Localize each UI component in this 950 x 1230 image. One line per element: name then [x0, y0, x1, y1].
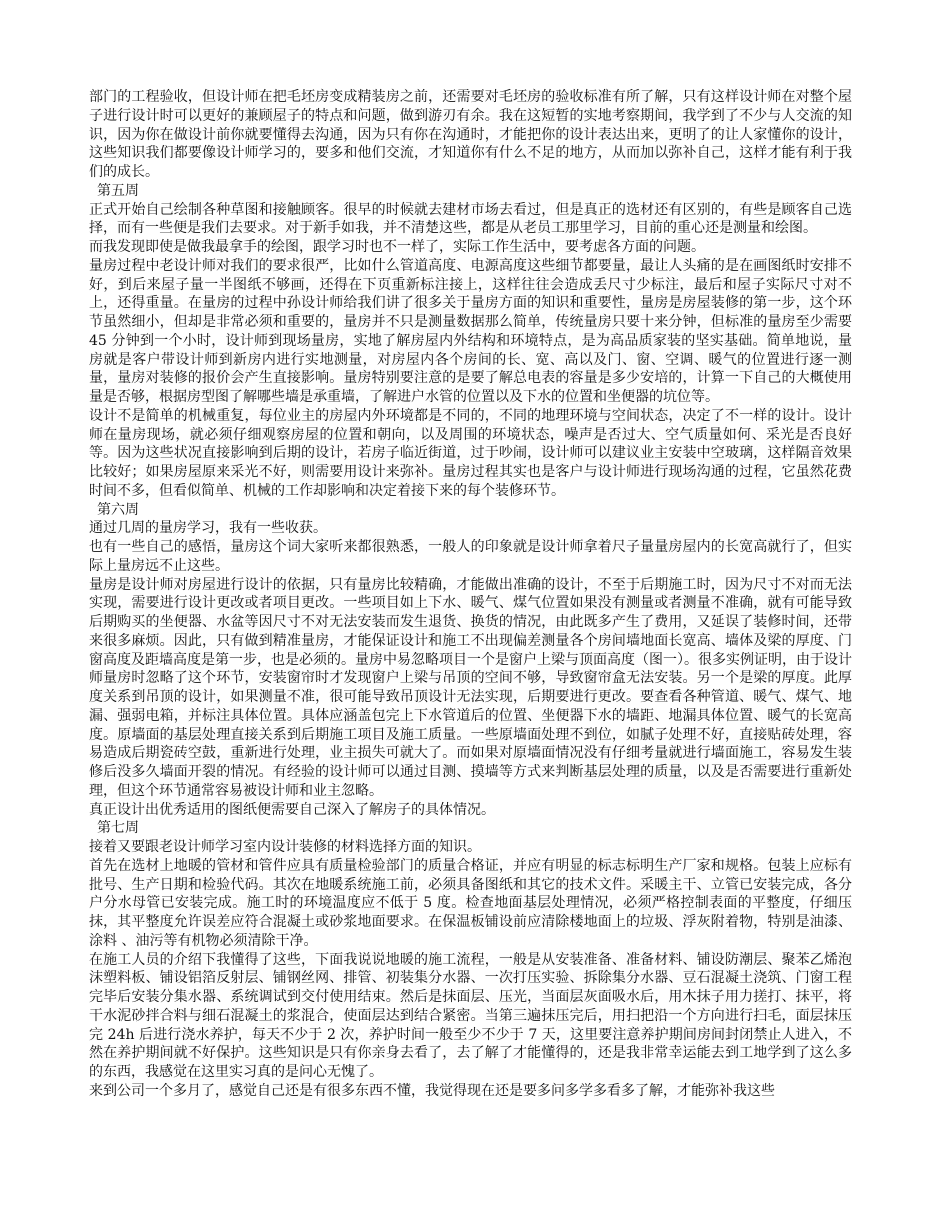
paragraph: 来到公司一个多月了，感觉自己还是有很多东西不懂，我觉得现在还是要多问多学多看多了解，才能弥补我这些: [89, 1082, 775, 1099]
section-heading-week-5: 第五周: [97, 182, 139, 199]
paragraph: 而我发现即使是做我最拿手的绘图，跟学习时也不一样了，实际工作生活中，要考虑各方面的问题。: [89, 239, 705, 255]
paragraph: 量房过程中老设计师对我们的要求很严，比如什么管道高度、电源高度这些细节都要量，最让人头痛的是在画图纸时安排不好，到后来屋子量一半图纸不够画，还得在下页重新标注接上，这样往往会造成丢尺寸少标注，最后和屋子实际尺寸对不上，还得重量。在量房的过程中孙设计师给我们讲了很多关于量房方面的知识和重要性，量房是房屋装修的第一步，这个环节虽然细小，但却是非常必须和重要的，量房并不只是测量数据那么简单，传统量房只要十来分钟，但标准的量房至少需要 45 分钟到一个小时，设计师到现场量房，实地了解房屋内外结构和环境特点，是为高品质家装的坚实基础。简单地说，量房就是客户带设计师到新房内进行实地测量，对房屋内各个房间的长、宽、高以及门、窗、空调、暖气的位置进行逐一测量，量房对装修的报价会产生直接影响。量房特别要注意的是要了解总电表的容量是多少安培的，计算一下自己的大概使用量是否够，根据房型图了解哪些墙是承重墙，了解进户水管的位置以及下水的位置和坐便器的坑位等。: [89, 257, 852, 405]
paragraph: 接着又要跟老设计师学习室内设计装修的材料选择方面的知识。: [89, 839, 481, 855]
paragraph: 设计不是简单的机械重复，每位业主的房屋内外环境都是不同的，不同的地理环境与空间状态，决定了不一样的设计。设计师在量房现场，就必须仔细观察房屋的位置和朝向，以及周围的环境状态，噪声是否过大、空气质量如何、采光是否良好等。因为这些状况直接影响到后期的设计，若房子临近街道，过于吵闹，设计师可以建议业主安装中空玻璃，这样隔音效果比较好；如果房屋原来采光不好，则需要用设计来弥补。量房过程其实也是客户与设计师进行现场沟通的过程，它虽然花费时间不多，但看似简单、机械的工作却影响和决定着接下来的每个装修环节。: [89, 407, 852, 499]
paragraph: 量房是设计师对房屋进行设计的依据，只有量房比较精确，才能做出准确的设计，不至于后期施工时，因为尺寸不对而无法实现，需要进行设计更改或者项目更改。一些项目如上下水、暖气、煤气位置如果没有测量或者测量不准确，就有可能导致后期购买的坐便器、水盆等因尺寸不对无法安装而发生退货、换货的情况，由此既多产生了费用，又延误了装修时间，还带来很多麻烦。因此，只有做到精准量房，才能保证设计和施工不出现偏差测量各个房间墙地面长宽高、墙体及梁的厚度、门窗高度及距墙高度是第一步，也是必须的。量房中易忽略项目一个是窗户上梁与顶面高度（图一）。很多实例证明，由于设计师量房时忽略了这个环节，安装窗帘时才发现窗户上梁与吊顶的空间不够，导致窗帘盒无法安装。另一个是梁的厚度。此厚度关系到吊顶的设计，如果测量不准，很可能导致吊顶设计无法实现，后期要进行更改。要查看各种管道、暖气、煤气、地漏、强弱电箱，并标注具体位置。具体应涵盖包完上下水管道后的位置、坐便器下水的墙距、地漏具体位置、暖气的长宽高度。原墙面的基层处理直接关系到后期施工项目及施工质量。一些原墙面处理不到位，如腻子处理不好，直接贴砖处理，容易造成后期瓷砖空鼓，重新进行处理，业主损失可就大了。而如果对原墙面情况没有仔细考量就进行墙面施工，容易发生装修后没多久墙面开裂的情况。有经验的设计师可以通过目测、摸墙等方式来判断基层处理的质量，以及是否需要进行重新处理，但这个环节通常容易被设计师和业主忽略。: [89, 576, 852, 799]
paragraph: 在施工人员的介绍下我懂得了这些，下面我说说地暖的施工流程，一般是从安装准备、准备材料、铺设防潮层、聚苯乙烯泡沫塑料板、铺设铝箔反射层、铺钢丝网、排管、初装集分水器、一次打压实验、拆除集分水器、豆石混凝土浇筑、门窗工程完毕后安装分集水器、系统调试到交付使用结束。然后是抹面层、压光，当面层灰面吸水后，用木抹子用力搓打、抹平，将干水泥砂拌合料与细石混凝土的浆混合，使面层达到结合紧密。当第三遍抹压完后，用扫把沿一个方向进行扫毛，面层抹压完 24h 后进行浇水养护，每天不少于 2 次，养护时间一般至少不少于 7 天，这里要注意养护期间房间封闭禁止人进入，不然在养护期间就不好保护。这些知识是只有你亲身去看了，去了解了才能懂得的，还是我非常幸运能去到工地学到了这么多的东西，我感觉在这里实习真的是问心无愧了。: [89, 951, 852, 1080]
paragraph: 正式开始自己绘制各种草图和接触顾客。很早的时候就去建材市场去看过，但是真正的选材还有区别的，有些是顾客自己选择，而有一些便是我们去要求。对于新手如我，并不清楚这些，都是从老员工那里学习，目前的重心还是测量和绘图。: [89, 201, 852, 237]
section-heading-week-7: 第七周: [97, 820, 139, 837]
paragraph: 部门的工程验收，但设计师在把毛坯房变成精装房之前，还需要对毛坯房的验收标准有所了解，只有这样设计师在对整个屋子进行设计时可以更好的兼顾屋子的特点和问题，做到游刃有余。我在这短暂的实地考察期间，我学到了不少与人交流的知识，因为你在做设计前你就要懂得去沟通，因为只有你在沟通时，才能把你的设计表达出来，更明了的让人家懂你的设计，这些知识我们都要像设计师学习的，要多和他们交流，才知道你有什么不足的地方，从而加以弥补自己，这样才能有利于我们的成长。: [89, 89, 852, 180]
paragraph: 通过几周的量房学习，我有一些收获。: [89, 520, 327, 537]
paragraph: 首先在选材上地暖的管材和管件应具有质量检验部门的质量合格证，并应有明显的标志标明生产厂家和规格。包装上应标有批号、生产日期和检验代码。其次在地暖系统施工前，必须具备图纸和其它的技术文件。采暖主干、立管已安装完成，各分户分水母管已安装完成。施工时的环境温度应不低于 5 度。检查地面基层处理情况，必须严格控制表面的平整度，仔细压抹，其平整度允许误差应符合混凝土或砂浆地面要求。在保温板铺设前应清除楼地面上的垃圾、浮灰附着物，特别是油漆、涂料 、油污等有机物必须清除干净。: [89, 857, 852, 949]
paragraph: 真正设计出优秀适用的图纸便需要自己深入了解房子的具体情况。: [89, 801, 495, 818]
paragraph: 也有一些自己的感悟，量房这个词大家听来都很熟悉，一般人的印象就是设计师拿着尺子量量房屋内的长宽高就行了，但实际上量房远不止这些。: [89, 539, 852, 574]
section-heading-week-6: 第六周: [97, 501, 139, 518]
